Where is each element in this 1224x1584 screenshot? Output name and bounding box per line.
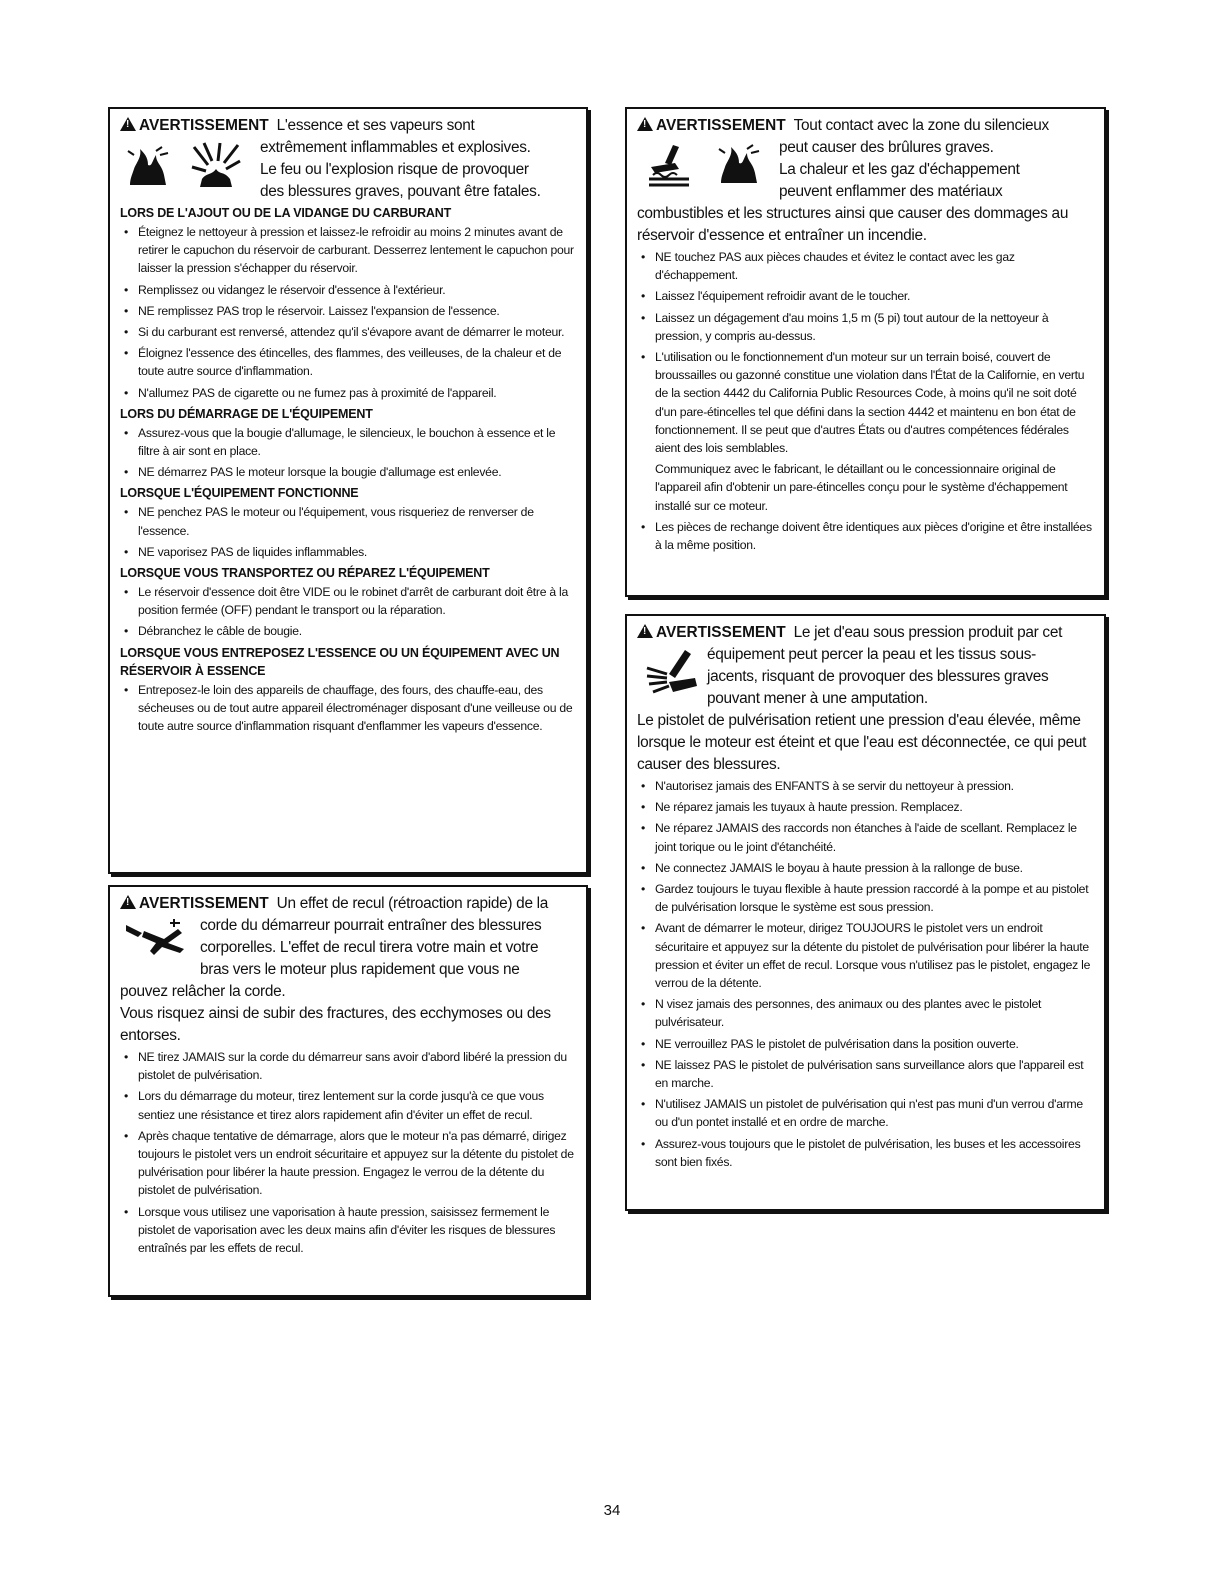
- section-title: LORSQUE L'ÉQUIPEMENT FONCTIONNE: [120, 486, 359, 501]
- bullet-list: [120, 1048, 576, 1257]
- list-item: • NE penchez PAS le moteur ou l'équipement, vous risqueriez de renverser de l'essence.: [120, 503, 576, 539]
- fire-icon: [126, 145, 170, 189]
- list-item: • Entreposez-le loin des appareils de chauffage, des fours, des chauffe-eau, des sécheuses ou de tout autre appareil électroménager disposant d'une veilleuse ou de toute autre source d'inflammation risquant d'enflammer les vapeurs d'essence.: [120, 681, 576, 736]
- list-item: • Remplissez ou vidangez le réservoir d'essence à l'extérieur.: [120, 281, 576, 299]
- list-item: • NE remplissez PAS trop le réservoir. Laissez l'expansion de l'essence.: [120, 302, 576, 320]
- list-item: • N'utilisez JAMAIS un pistolet de pulvérisation qui n'est pas muni d'un verrou d'arme ou d'un pontet installé et en ordre de marche.: [637, 1095, 1094, 1131]
- warning-heading: !AVERTISSEMENT L'essence et ses vapeurs sont: [120, 115, 576, 137]
- list-item: • NE vaporisez PAS de liquides inflammables.: [120, 543, 576, 561]
- warning-heading: !AVERTISSEMENT Le jet d'eau sous pression produit par cet: [637, 622, 1094, 644]
- section-title: LORSQUE VOUS TRANSPORTEZ OU RÉPAREZ L'ÉQUIPEMENT: [120, 566, 490, 581]
- list-item: • Lorsque vous utilisez une vaporisation à haute pression, saisissez fermement le pistolet de vaporisation avec les deux mains afin d'éviter les risques de blessures entraînés par les effets de recul.: [120, 1203, 576, 1258]
- bullet-list: [637, 248, 1094, 457]
- list-item: • Ne réparez JAMAIS des raccords non étanches à l'aide de scellant. Remplacez le joint torique ou le joint d'étanchéité.: [637, 819, 1094, 855]
- warning-label: AVERTISSEMENT: [656, 624, 786, 641]
- list-item: • N'autorisez jamais des ENFANTS à se servir du nettoyeur à pression.: [637, 777, 1094, 795]
- warning-triangle-icon: [120, 117, 136, 131]
- list-item: • Lors du démarrage du moteur, tirez lentement sur la corde jusqu'à ce que vous sentiez une résistance et tirez alors rapidement afin d'éviter un effet de recul.: [120, 1087, 576, 1123]
- bullet-list: [120, 223, 576, 402]
- warning-heading: !AVERTISSEMENT Un effet de recul (rétroaction rapide) de la: [120, 893, 576, 915]
- warning-kickback-box: !AVERTISSEMENT Un effet de recul (rétroaction rapide) de la corde du démarreur pourrait entraîner des blessures corporelles. L'effet de recul tirera votre main et votre bras vers le moteur plus rapidement que vous ne pouvez relâcher la corde. Vous risquez ainsi de subir des fractures, des ecchymoses ou des entorses. • NE tirez JAMAIS sur la corde du démarreur sans avoir d'abord libéré la pression du pistolet de pulvérisation. • Lors du démarrage du moteur, tirez lentement sur la corde jusqu'à ce que vous sentiez une résistance et tirez alors rapidement afin d'éviter un effet de recul. • Après chaque tentative de démarrage, alors que le moteur n'a pas démarré, dirigez toujours le pistolet vers un endroit sécuritaire et appuyez sur la détente du pistolet de pulvérisation pour libérer la haute pression. Engagez le verrou de la détente du pistolet de pulvérisation. • Lorsque vous utilisez une vaporisation à haute pression, saisissez fermement le pistolet de vaporisation avec les deux mains afin d'éviter les risques de blessures entraînés par les effets de recul.: [108, 885, 588, 1297]
- section-title: LORS DE L'AJOUT OU DE LA VIDANGE DU CARBURANT: [120, 206, 452, 220]
- list-item: • Après chaque tentative de démarrage, alors que le moteur n'a pas démarré, dirigez toujours le pistolet vers un endroit sécuritaire et appuyez sur la détente du pistolet de pulvérisation pour libérer la haute pression. Engagez le verrou de la détente du pistolet de pulvérisation.: [120, 1127, 576, 1200]
- bullet-list: [637, 518, 1094, 554]
- warning-heading: !AVERTISSEMENT Tout contact avec la zone du silencieux: [637, 115, 1094, 137]
- bullet-list: [120, 583, 576, 641]
- spray-injection-icon: [645, 648, 699, 700]
- explosion-icon: [190, 141, 242, 193]
- warning-label: AVERTISSEMENT: [139, 895, 269, 912]
- fire-icon: [717, 143, 761, 187]
- list-item: • NE touchez PAS aux pièces chaudes et évitez le contact avec les gaz d'échappement.: [637, 248, 1094, 284]
- warning-fuel-box: !AVERTISSEMENT L'essence et ses vapeurs sont extrêmement inflammables et explosives. Le feu ou l'explosion risque de provoquer des blessures graves, pouvant être fatales. LORS DE L'AJOUT OU DE LA VIDANGE DU CARBURANT • Éteignez le nettoyeur à pression et laissez-le refroidir au moins 2 minutes avant de retirer le capuchon du réservoir de carburant. Desserrez lentement le capuchon pour laisser la pression s'échapper du réservoir. • Remplissez ou vidangez le réservoir d'essence à l'extérieur. • NE remplissez PAS trop le réservoir. Laissez l'expansion de l'essence. • Si du carburant est renversé, attendez qu'il s'évapore avant de démarrer le moteur. • Éloignez l'essence des étincelles, des flammes, des veilleuses, de la chaleur et de toute autre source d'inflammation. • N'allumez PAS de cigarette ou ne fumez pas à proximité de l'appareil. LORS DU DÉMARRAGE DE L'ÉQUIPEMENT • Assurez-vous que la bougie d'allumage, le silencieux, le bouchon à essence et le filtre à air sont en place. • NE démarrez PAS le moteur lorsque la bougie d'allumage est enlevée. LORSQUE L'ÉQUIPEMENT FONCTIONNE • NE penchez PAS le moteur ou l'équipement, vous risqueriez de renverser de l'essence. • NE vaporisez PAS de liquides inflammables. LORSQUE VOUS TRANSPORTEZ OU RÉPAREZ L'ÉQUIPEMENT • Le réservoir d'essence doit être VIDE ou le robinet d'arrêt de carburant doit être à la position fermée (OFF) pendant le transport ou la réparation. • Débranchez le câble de bougie. LORSQUE VOUS ENTREPOSEZ L'ESSENCE OU UN ÉQUIPEMENT AVEC UN RÉSERVOIR À ESSENCE • Entreposez-le loin des appareils de chauffage, des fours, des chauffe-eau, des sécheuses ou de tout autre appareil électroménager disposant d'une veilleuse ou de toute autre source d'inflammation risquant d'enflammer les vapeurs d'essence.: [108, 107, 588, 874]
- kickback-hand-icon: [124, 919, 188, 959]
- warning-triangle-icon: [637, 117, 653, 131]
- bullet-list: [120, 424, 576, 482]
- list-item: • N visez jamais des personnes, des animaux ou des plantes avec le pistolet pulvérisateur.: [637, 995, 1094, 1031]
- warning-triangle-icon: [120, 895, 136, 909]
- warning-triangle-icon: [637, 624, 653, 638]
- bullet-list: [637, 777, 1094, 1171]
- list-item: • Les pièces de rechange doivent être identiques aux pièces d'origine et être installées à la même position.: [637, 518, 1094, 554]
- list-item: • Éloignez l'essence des étincelles, des flammes, des veilleuses, de la chaleur et de toute autre source d'inflammation.: [120, 344, 576, 380]
- list-item: • Gardez toujours le tuyau flexible à haute pression raccordé à la pompe et au pistolet de pulvérisation lorsque le système est sous pression.: [637, 880, 1094, 916]
- note-paragraph: Communiquez avec le fabricant, le détaillant ou le concessionnaire original de l'appareil afin d'obtenir un pare-étincelles conçu pour le système d'échappement installé sur ce moteur.: [655, 462, 1068, 513]
- list-item: • Si du carburant est renversé, attendez qu'il s'évapore avant de démarrer le moteur.: [120, 323, 576, 341]
- bullet-list: [120, 503, 576, 561]
- list-item: • L'utilisation ou le fonctionnement d'un moteur sur un terrain boisé, couvert de broussailles ou gazonné constitue une violation dans l'État de la Californie, en vertu de la section 4442 du California Public Resources Code, à moins qu'il ne soit doté d'un pare-étincelles tel que défini dans la section 4442 et maintenu en bon état de fonctionnement. Il se peut que d'autres États ou d'autres compétences fédérales aient des lois semblables.: [637, 348, 1094, 457]
- list-item: • Débranchez le câble de bougie.: [120, 622, 576, 640]
- bullet-list: [120, 681, 576, 736]
- list-item: • Ne réparez jamais les tuyaux à haute pression. Remplacez.: [637, 798, 1094, 816]
- list-item: • Laissez un dégagement d'au moins 1,5 m (5 pi) tout autour de la nettoyeur à pression, y compris au-dessus.: [637, 309, 1094, 345]
- list-item: • NE laissez PAS le pistolet de pulvérisation sans surveillance alors que l'appareil est en marche.: [637, 1056, 1094, 1092]
- warning-muffler-box: !AVERTISSEMENT Tout contact avec la zone du silencieux peut causer des brûlures graves. La chaleur et les gaz d'échappement peuvent enflammer des matériaux combustibles et les structures ainsi que causer des dommages au réservoir d'essence et entraîner un incendie. • NE touchez PAS aux pièces chaudes et évitez le contact avec les gaz d'échappement. • Laissez l'équipement refroidir avant de le toucher. • Laissez un dégagement d'au moins 1,5 m (5 pi) tout autour de la nettoyeur à pression, y compris au-dessus. • L'utilisation ou le fonctionnement d'un moteur sur un terrain boisé, couvert de broussailles ou gazonné constitue une violation dans l'État de la Californie, en vertu de la section 4442 du California Public Resources Code, à moins qu'il ne soit doté d'un pare-étincelles tel que défini dans la section 4442 et maintenu en bon état de fonctionnement. Il se peut que d'autres États ou d'autres compétences fédérales aient des lois semblables. Communiquez avec le fabricant, le détaillant ou le concessionnaire original de l'appareil afin d'obtenir un pare-étincelles conçu pour le système d'échappement installé sur ce moteur. • Les pièces de rechange doivent être identiques aux pièces d'origine et être installées à la même position.: [625, 107, 1106, 597]
- list-item: • Laissez l'équipement refroidir avant de le toucher.: [637, 287, 1094, 305]
- list-item: • Éteignez le nettoyeur à pression et laissez-le refroidir au moins 2 minutes avant de retirer le capuchon du réservoir de carburant. Desserrez lentement le capuchon pour laisser la pression s'échapper du réservoir.: [120, 223, 576, 278]
- list-item: • N'allumez PAS de cigarette ou ne fumez pas à proximité de l'appareil.: [120, 384, 576, 402]
- warning-label: AVERTISSEMENT: [656, 117, 786, 134]
- list-item: • NE verrouillez PAS le pistolet de pulvérisation dans la position ouverte.: [637, 1035, 1094, 1053]
- warning-pressure-box: !AVERTISSEMENT Le jet d'eau sous pression produit par cet équipement peut percer la peau et les tissus sous- jacents, risquant de provoquer des blessures graves pouvant mener à une amputation. Le pistolet de pulvérisation retient une pression d'eau élevée, même lorsque le moteur est éteint et que l'eau est déconnectée, ce qui peut causer des blessures. • N'autorisez jamais des ENFANTS à se servir du nettoyeur à pression. • Ne réparez jamais les tuyaux à haute pression. Remplacez. • Ne réparez JAMAIS des raccords non étanches à l'aide de scellant. Remplacez le joint torique ou le joint d'étanchéité. • Ne connectez JAMAIS le boyau à haute pression à la rallonge de buse. • Gardez toujours le tuyau flexible à haute pression raccordé à la pompe et au pistolet de pulvérisation lorsque le système est sous pression. • Avant de démarrer le moteur, dirigez TOUJOURS le pistolet vers un endroit sécuritaire et appuyez sur la détente du pistolet de pulvérisation pour libérer la haute pression et éviter un effet de recul. Lorsque vous n'utilisez pas le pistolet, engagez le verrou de la détente. • N visez jamais des personnes, des animaux ou des plantes avec le pistolet pulvérisateur. • NE verrouillez PAS le pistolet de pulvérisation dans la position ouverte. • NE laissez PAS le pistolet de pulvérisation sans surveillance alors que l'appareil est en marche. • N'utilisez JAMAIS un pistolet de pulvérisation qui n'est pas muni d'un verrou d'arme ou d'un pontet installé et en ordre de marche. • Assurez-vous toujours que le pistolet de pulvérisation, les buses et les accessoires sont bien fixés.: [625, 614, 1106, 1211]
- section-title: LORS DU DÉMARRAGE DE L'ÉQUIPEMENT: [120, 406, 373, 421]
- list-item: • NE tirez JAMAIS sur la corde du démarreur sans avoir d'abord libéré la pression du pistolet de pulvérisation.: [120, 1048, 576, 1084]
- list-item: • Le réservoir d'essence doit être VIDE ou le robinet d'arrêt de carburant doit être à la position fermée (OFF) pendant le transport ou la réparation.: [120, 583, 576, 619]
- list-item: • Assurez-vous que la bougie d'allumage, le silencieux, le bouchon à essence et le filtre à air sont en place.: [120, 424, 576, 460]
- list-item: • Assurez-vous toujours que le pistolet de pulvérisation, les buses et les accessoires sont bien fixés.: [637, 1135, 1094, 1171]
- list-item: • Ne connectez JAMAIS le boyau à haute pression à la rallonge de buse.: [637, 859, 1094, 877]
- list-item: • Avant de démarrer le moteur, dirigez TOUJOURS le pistolet vers un endroit sécuritaire et appuyez sur la détente du pistolet de pulvérisation pour libérer la haute pression et éviter un effet de recul. Lorsque vous n'utilisez pas le pistolet, engagez le verrou de la détente.: [637, 919, 1094, 992]
- warning-label: AVERTISSEMENT: [139, 117, 269, 134]
- page-number: 34: [603, 1502, 621, 1519]
- section-title: LORSQUE VOUS ENTREPOSEZ L'ESSENCE OU UN ÉQUIPEMENT AVEC UN RÉSERVOIR À ESSENCE: [120, 645, 560, 678]
- hot-surface-icon: [645, 143, 693, 189]
- list-item: • NE démarrez PAS le moteur lorsque la bougie d'allumage est enlevée.: [120, 463, 576, 481]
